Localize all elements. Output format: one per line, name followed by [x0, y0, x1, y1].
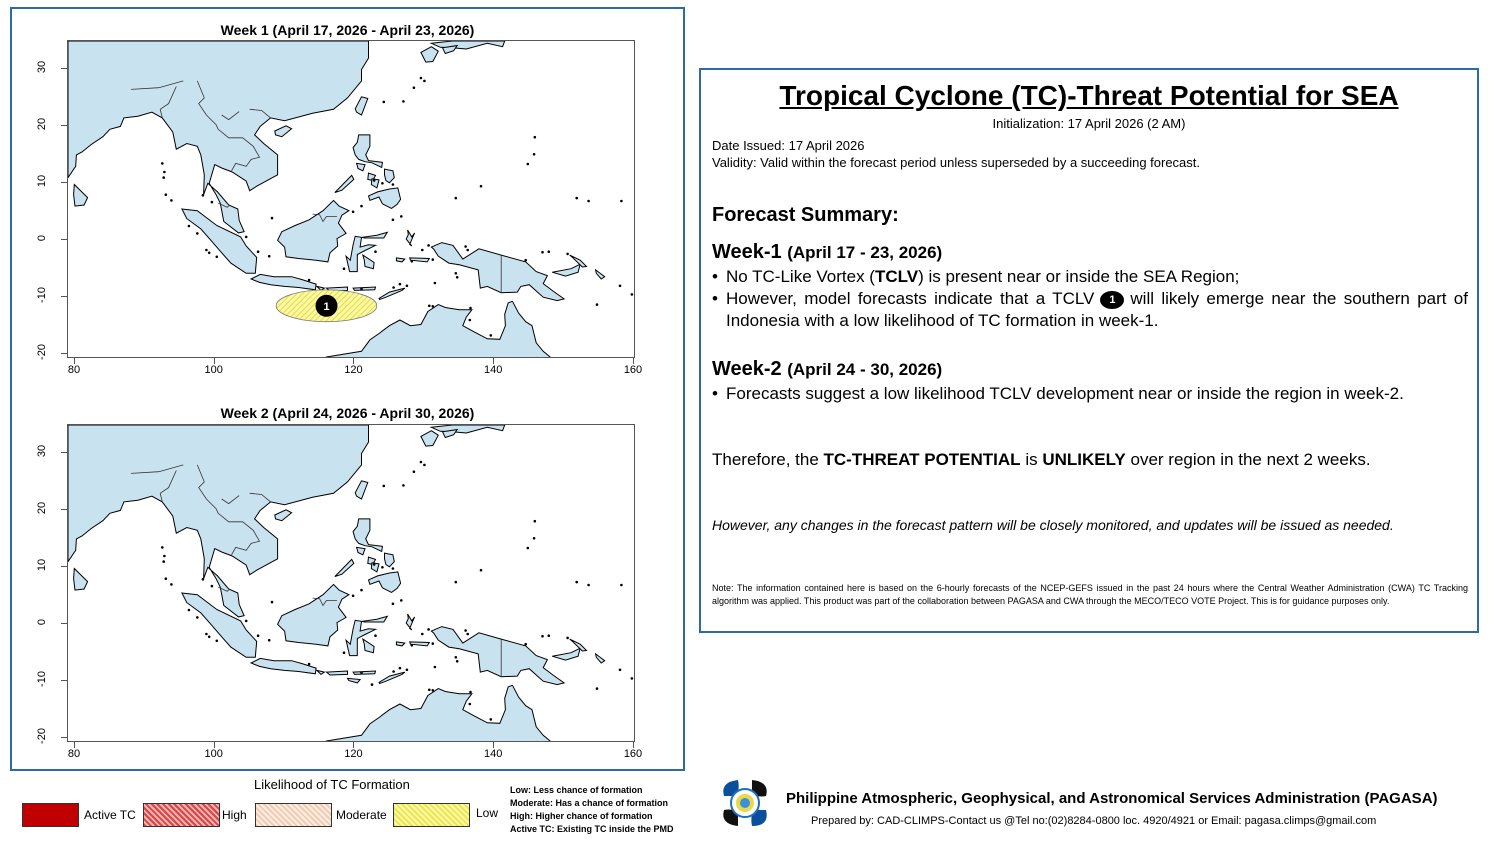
- y-tick-label: -10: [36, 287, 48, 304]
- small-island: [432, 642, 435, 645]
- small-island: [421, 633, 424, 636]
- landmass-flores: [353, 287, 375, 290]
- landmass-bougainville: [596, 270, 605, 279]
- small-island: [575, 197, 578, 200]
- small-island: [268, 639, 271, 642]
- y-tick-label: 20: [36, 118, 48, 131]
- legend-label-active: Active TC: [84, 808, 136, 822]
- x-tick-label: 80: [67, 748, 81, 760]
- small-island: [619, 669, 622, 672]
- y-tick-mark: [61, 125, 67, 126]
- small-island: [413, 86, 416, 89]
- landmass-hainan: [275, 126, 292, 137]
- small-island: [420, 77, 423, 80]
- small-island: [352, 595, 355, 598]
- landmass-luzon: [353, 135, 382, 168]
- small-island: [381, 182, 384, 185]
- small-island: [455, 197, 458, 200]
- landmass-halmahera: [406, 230, 414, 246]
- y-tick-mark: [61, 296, 67, 297]
- small-island: [631, 293, 634, 296]
- y-tick-mark: [61, 680, 67, 681]
- small-island: [541, 635, 544, 638]
- small-island: [411, 260, 414, 263]
- landmass-lombok-sumbawa: [327, 671, 348, 675]
- small-island: [400, 599, 403, 602]
- small-island: [208, 636, 211, 639]
- small-island: [360, 205, 363, 208]
- small-island: [392, 603, 395, 606]
- small-island: [392, 670, 395, 673]
- small-island: [170, 199, 173, 202]
- legend-swatch-active: [22, 803, 79, 827]
- small-island: [534, 136, 537, 139]
- landmass-mindanao: [369, 188, 401, 209]
- small-island: [161, 162, 164, 165]
- landmass-java: [251, 658, 316, 673]
- small-island: [381, 566, 384, 569]
- week1-map: [67, 40, 635, 358]
- small-island: [524, 259, 527, 262]
- forecast-info-panel: [699, 68, 1479, 633]
- small-island: [188, 225, 191, 228]
- small-island: [427, 244, 430, 247]
- small-island: [464, 629, 467, 632]
- pagasa-logo: [718, 776, 772, 830]
- small-island: [587, 200, 590, 203]
- week1-heading: Week-1 (April 17 - 23, 2026): [712, 241, 943, 263]
- small-island: [360, 671, 363, 674]
- initialization-text: Initialization: 17 April 2026 (2 AM): [992, 116, 1186, 131]
- small-island: [163, 555, 166, 558]
- legend-swatch-low: [393, 803, 470, 827]
- small-island: [411, 644, 414, 647]
- map-canvas: [68, 41, 634, 357]
- contact-info: Prepared by: CAD-CLIMPS-Contact us @Tel no:(02)8284-0800 loc. 4920/4921 or Email: pagasa.climps@gmail.com: [811, 815, 1377, 827]
- monitoring-note: However, any changes in the forecast pattern will be closely monitored, and updates will be issued as needed.: [712, 517, 1394, 533]
- week2-map: [67, 424, 635, 742]
- small-island: [216, 256, 219, 259]
- landmass-timor: [379, 288, 405, 299]
- tclv-marker-label: 1: [323, 300, 330, 313]
- x-tick-label: 140: [484, 748, 503, 760]
- small-island: [399, 667, 402, 670]
- legend-label-moderate: Moderate: [336, 808, 387, 822]
- y-tick-mark: [61, 353, 67, 354]
- landmass-borneo: [278, 584, 349, 646]
- y-tick-label: 30: [36, 61, 48, 74]
- small-island: [533, 153, 536, 156]
- landmass-japan-kyushu: [421, 47, 438, 62]
- small-island: [534, 520, 537, 523]
- small-island: [162, 176, 165, 179]
- landmass-halmahera: [406, 614, 414, 630]
- landmass-buru: [396, 642, 404, 646]
- small-island: [490, 334, 493, 337]
- small-island: [464, 245, 467, 248]
- small-island: [480, 569, 483, 572]
- small-island: [631, 677, 634, 680]
- small-island: [587, 584, 590, 587]
- small-island: [548, 250, 551, 253]
- small-island: [469, 691, 472, 694]
- y-tick-mark: [61, 239, 67, 240]
- disclaimer-note: Note: The information contained here is based on the 6-hourly forecasts of the NCEP-GEFS issued in the past 24 hours where the Central Weather Administration (CWA) TC Tracking algorithm was applied. This product was part of the collaboration between PAGASA and CWA through the MECO/TECO VOTE Project. This is for guidance purposes only.: [712, 583, 1468, 606]
- landmass-buru: [396, 258, 404, 262]
- small-island: [527, 547, 530, 550]
- small-island: [406, 285, 409, 288]
- small-island: [469, 307, 472, 310]
- landmass-mainland-asia: [68, 425, 369, 617]
- x-tick-label: 80: [67, 364, 81, 376]
- y-tick-label: 10: [36, 559, 48, 572]
- small-island: [423, 464, 426, 467]
- y-tick-label: 20: [36, 502, 48, 515]
- small-island: [392, 183, 395, 186]
- validity: Validity: Valid within the forecast period unless superseded by a succeeding forecast.: [712, 155, 1201, 170]
- landmass-timor: [379, 672, 405, 683]
- small-island: [469, 703, 472, 706]
- small-island: [170, 583, 173, 586]
- week2-bullet-1: • Forecasts suggest a low likelihood TCLV development near or inside the region in week-2.: [712, 384, 1404, 403]
- x-tick-label: 140: [484, 364, 503, 376]
- small-island: [548, 634, 551, 637]
- small-island: [566, 637, 569, 640]
- small-island: [162, 560, 165, 563]
- landmass-sulawesi-se: [363, 639, 374, 653]
- small-island: [360, 287, 363, 290]
- y-tick-label: 10: [36, 175, 48, 188]
- small-island: [383, 485, 386, 488]
- small-island: [202, 578, 205, 581]
- landmass-bali: [317, 670, 325, 674]
- small-island: [196, 616, 199, 619]
- small-island: [165, 193, 168, 196]
- small-island: [455, 272, 458, 275]
- small-island: [352, 211, 355, 214]
- small-island: [596, 687, 599, 690]
- small-island: [406, 669, 409, 672]
- legend-swatch-high: [143, 803, 220, 827]
- small-island: [308, 279, 311, 282]
- landmass-samar-leyte: [385, 169, 395, 183]
- small-island: [469, 319, 472, 322]
- week2-heading: Week-2 (April 24 - 30, 2026): [712, 358, 943, 380]
- small-island: [596, 303, 599, 306]
- y-tick-label: 0: [36, 619, 48, 626]
- small-island: [432, 258, 435, 261]
- small-island: [432, 689, 435, 692]
- legend-definitions: Low: Less chance of formation Moderate: Has a chance of formation High: Higher chance of formation Active TC: Existing TC inside the PMD: [510, 785, 674, 834]
- small-island: [428, 689, 431, 692]
- small-island: [161, 546, 164, 549]
- landmass-mindanao: [369, 572, 401, 593]
- y-tick-mark: [61, 566, 67, 567]
- small-island: [455, 581, 458, 584]
- small-island: [216, 640, 219, 643]
- landmass-hainan: [275, 510, 292, 521]
- x-tick-label: 160: [623, 748, 643, 760]
- landmass-sumatra: [182, 209, 257, 273]
- week1-bullet-2: • However, model forecasts indicate that a TCLV 1 will likely emerge near the southern part of Indonesia with a low likelihood of TC formation in week-1.: [712, 289, 1468, 330]
- small-island: [402, 484, 405, 487]
- small-island: [490, 718, 493, 721]
- small-island: [427, 628, 430, 631]
- small-island: [374, 250, 377, 253]
- y-tick-mark: [61, 623, 67, 624]
- y-tick-label: -20: [36, 728, 48, 745]
- landmass-taiwan: [355, 481, 368, 499]
- landmass-sumatra: [182, 593, 257, 657]
- landmass-palawan: [335, 175, 354, 192]
- small-island: [374, 634, 377, 637]
- tclv-badge: 1: [1100, 291, 1124, 309]
- landmass-samar-leyte: [385, 553, 395, 567]
- small-island: [434, 282, 437, 285]
- y-tick-mark: [61, 182, 67, 183]
- small-island: [245, 236, 248, 239]
- small-island: [399, 283, 402, 286]
- small-island: [163, 171, 166, 174]
- y-tick-mark: [61, 452, 67, 453]
- small-island: [455, 656, 458, 659]
- landmass-mindoro: [357, 547, 365, 554]
- x-tick-label: 120: [344, 364, 363, 376]
- small-island: [434, 666, 437, 669]
- small-island: [383, 101, 386, 104]
- x-tick-label: 100: [204, 748, 223, 760]
- small-island: [257, 634, 260, 637]
- small-island: [421, 249, 424, 252]
- small-island: [527, 163, 530, 166]
- y-tick-label: -10: [36, 671, 48, 688]
- y-tick-mark: [61, 509, 67, 510]
- small-island: [466, 633, 469, 636]
- small-island: [524, 643, 527, 646]
- landmass-new-guinea: [431, 627, 564, 685]
- legend-swatch-moderate: [255, 803, 332, 827]
- small-island: [271, 217, 274, 220]
- landmass-sri-lanka: [74, 185, 88, 207]
- small-island: [392, 219, 395, 222]
- legend-title: Likelihood of TC Formation: [254, 777, 410, 792]
- small-island: [456, 276, 459, 279]
- small-island: [400, 215, 403, 218]
- small-island: [211, 585, 214, 588]
- small-island: [343, 267, 346, 270]
- small-island: [541, 251, 544, 254]
- landmass-mainland-asia: [68, 41, 369, 233]
- small-island: [533, 537, 536, 540]
- small-island: [413, 470, 416, 473]
- small-island: [211, 201, 214, 204]
- landmass-java: [251, 274, 316, 289]
- small-island: [392, 567, 395, 570]
- small-island: [308, 663, 311, 666]
- map-canvas: [68, 425, 634, 741]
- small-island: [245, 620, 248, 623]
- small-island: [420, 461, 423, 464]
- small-island: [208, 252, 211, 255]
- small-island: [205, 249, 208, 252]
- week2-map-title: Week 2 (April 24, 2026 - April 30, 2026): [220, 405, 475, 421]
- small-island: [196, 232, 199, 235]
- landmass-borneo: [278, 200, 349, 262]
- small-island: [566, 253, 569, 256]
- legend-label-low: Low: [476, 806, 499, 820]
- small-island: [271, 601, 274, 604]
- small-island: [343, 651, 346, 654]
- week1-map-title: Week 1 (April 17, 2026 - April 23, 2026): [220, 22, 475, 38]
- small-island: [392, 286, 395, 289]
- small-island: [456, 660, 459, 663]
- small-island: [165, 577, 168, 580]
- landmass-sumba: [348, 678, 361, 683]
- landmass-flores: [353, 671, 375, 674]
- small-island: [480, 185, 483, 188]
- small-island: [205, 633, 208, 636]
- small-island: [423, 80, 426, 83]
- y-tick-label: 30: [36, 445, 48, 458]
- landmass-australia: [306, 685, 550, 741]
- info-title: Tropical Cyclone (TC)-Threat Potential for SEA: [779, 80, 1399, 111]
- y-tick-label: 0: [36, 235, 48, 242]
- landmass-sri-lanka: [74, 569, 88, 591]
- x-tick-label: 160: [623, 364, 643, 376]
- y-tick-mark: [61, 737, 67, 738]
- small-island: [268, 255, 271, 258]
- small-island: [619, 285, 622, 288]
- small-island: [620, 200, 623, 203]
- small-island: [373, 563, 376, 566]
- x-tick-label: 100: [204, 364, 223, 376]
- landmass-bougainville: [596, 654, 605, 663]
- x-tick-label: 120: [344, 748, 363, 760]
- landmass-mindoro: [357, 163, 365, 170]
- small-island: [371, 683, 374, 686]
- conclusion: Therefore, the TC-THREAT POTENTIAL is UNLIKELY over region in the next 2 weeks.: [712, 450, 1371, 469]
- legend-label-high: High: [222, 808, 247, 822]
- y-tick-label: -20: [36, 344, 48, 361]
- landmass-new-britain: [552, 648, 580, 660]
- small-island: [360, 589, 363, 592]
- small-island: [373, 179, 376, 182]
- organization-name: Philippine Atmospheric, Geophysical, and Astronomical Services Administration (PAGASA): [786, 790, 1438, 807]
- landmass-taiwan: [355, 97, 368, 115]
- small-island: [188, 609, 191, 612]
- week1-bullet-1: • No TC-Like Vortex (TCLV) is present near or inside the SEA Region;: [712, 267, 1240, 286]
- small-island: [202, 194, 205, 197]
- y-tick-mark: [61, 68, 67, 69]
- landmass-palawan: [335, 559, 354, 576]
- small-island: [432, 305, 435, 308]
- forecast-summary-heading: Forecast Summary:: [712, 204, 899, 226]
- landmass-new-guinea: [431, 243, 564, 301]
- small-island: [466, 249, 469, 252]
- small-island: [257, 250, 260, 253]
- landmass-japan-kyushu: [421, 431, 438, 446]
- landmass-new-britain: [552, 264, 580, 276]
- date-issued: Date Issued: 17 April 2026: [712, 138, 865, 153]
- small-island: [620, 584, 623, 587]
- landmass-luzon: [353, 519, 382, 552]
- small-island: [575, 581, 578, 584]
- small-island: [428, 305, 431, 308]
- small-island: [402, 100, 405, 103]
- landmass-sulawesi-se: [363, 255, 374, 269]
- maps-panel: [10, 7, 685, 771]
